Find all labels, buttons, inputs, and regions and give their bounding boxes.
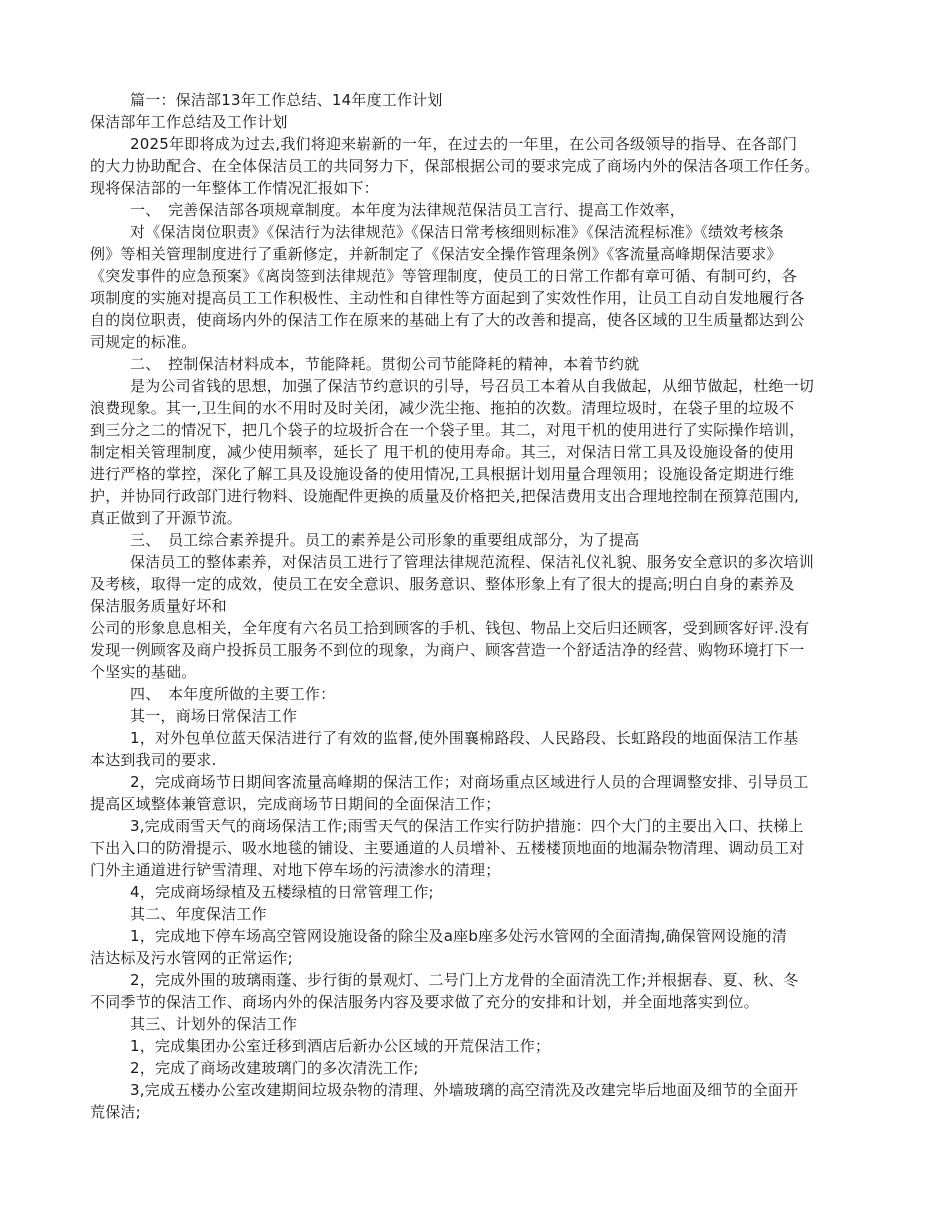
paragraph-line: 项制度的实施对提高员工工作积极性、主动性和自律性等方面起到了实效性作用，让员工自动自发地履行各 <box>90 289 805 307</box>
paragraph-line: 及考核，取得一定的成效，使员工在安全意识、服务意识、整体形象上有了很大的提高;明白自身的素养及 <box>90 575 795 593</box>
paragraph-line: 真正做到了开源节流。 <box>90 509 243 527</box>
paragraph-line: 2，完成了商场改建玻璃门的多次清洗工作; <box>130 1059 419 1077</box>
paragraph-line: 是为公司省钱的思想，加强了保洁节约意识的引导，号召员工本着从自我做起，从细节做起，杜绝一切 <box>130 377 815 395</box>
paragraph-line: 制定相关管理制度，减少使用频率，延长了 甩干机的使用寿命。其三，对保洁日常工具及设施设备的使用 <box>90 443 795 461</box>
paragraph-line: 的大力协助配合、在全体保洁员工的共同努力下，保部根据公司的要求完成了商场内外的保洁各项工作任务。 <box>90 157 820 175</box>
paragraph-line: 下出入口的防滑提示、吸水地毯的铺设、主要通道的人员增补、五楼楼顶地面的地漏杂物清理、调动员工对 <box>90 839 805 857</box>
paragraph-line: 司规定的标准。 <box>90 333 197 351</box>
paragraph-line: 《突发事件的应急预案》《离岗签到法律规范》等管理制度，使员工的日常工作都有章可循、有制可约，各 <box>90 267 797 285</box>
paragraph-line: 自的岗位职责，使商场内外的保洁工作在原来的基础上有了大的改善和提高，使各区域的卫生质量都达到公 <box>90 311 805 329</box>
paragraph-line: 对《保洁岗位职责》《保洁行为法律规范》《保洁日常考核细则标准》《保洁流程标准》《绩效考核条 <box>130 223 785 241</box>
paragraph-line: 1，对外包单位蓝天保洁进行了有效的监督,使外围襄棉路段、人民路段、长虹路段的地面保洁工作基 <box>130 729 799 747</box>
subsection-heading: 其三、计划外的保洁工作 <box>130 1015 298 1033</box>
paragraph-line: 护，并协同行政部门进行物料、设施配件更换的质量及价格把关,把保洁费用支出合理地控制在预算范围内, <box>90 487 800 505</box>
paragraph-line: 本达到我司的要求. <box>90 751 217 769</box>
paragraph-line: 门外主通道进行铲雪清理、对地下停车场的污渍渗水的清理； <box>90 861 501 879</box>
section-heading: 三、 员工综合素养提升。员工的素养是公司形象的重要组成部分，为了提高 <box>130 531 640 549</box>
document-title: 篇一：保洁部13年工作总结、14年度工作计划 <box>130 91 443 109</box>
paragraph-line: 1，完成集团办公室迁移到酒店后新办公区域的开荒保洁工作； <box>130 1037 551 1055</box>
paragraph-line: 例》等相关管理制度进行了重新修定，并新制定了《保洁安全操作管理条例》《客流量高峰期保洁要求》 <box>90 245 782 263</box>
paragraph-line: 公司的形象息息相关，全年度有六名员工拾到顾客的手机、钱包、物品上交后归还顾客，受到顾客好评.没有 <box>90 619 810 637</box>
document-subtitle: 保洁部年工作总结及工作计划 <box>90 113 288 131</box>
paragraph-line: 到三分之二的情况下，把几个袋子的垃圾折合在一个袋子里。其二，对甩干机的使用进行了实际操作培训， <box>90 421 805 439</box>
paragraph-line: 2，完成商场节日期间客流量高峰期的保洁工作；对商场重点区域进行人员的合理调整安排、引导员工 <box>130 773 809 791</box>
section-heading: 二、 控制保洁材料成本，节能降耗。贯彻公司节能降耗的精神，本着节约就 <box>130 355 640 373</box>
paragraph-line: 3,完成雨雪天气的商场保洁工作;雨雪天气的保洁工作实行防护措施：四个大门的主要出入口、扶梯上 <box>130 817 804 835</box>
paragraph-line: 2，完成外围的玻璃雨蓬、步行街的景观灯、二号门上方龙骨的全面清洗工作;并根据春、夏、秋、冬 <box>130 971 799 989</box>
subsection-heading: 其二、年度保洁工作 <box>130 905 267 923</box>
section-heading: 一、 完善保洁部各项规章制度。本年度为法律规范保洁员工言行、提高工作效率， <box>130 201 685 219</box>
paragraph-line: 保洁员工的整体素养，对保洁员工进行了管理法律规范流程、保洁礼仪礼貌、服务安全意识的多次培训 <box>130 553 815 571</box>
paragraph-line: 4，完成商场绿植及五楼绿植的日常管理工作; <box>130 883 434 901</box>
paragraph-line: 进行严格的掌控，深化了解工具及设施设备的使用情况,工具根据计划用量合理领用；设施设备定期进行维 <box>90 465 795 483</box>
paragraph-line: 发现一例顾客及商户投拆员工服务不到位的现象，为商户、顾客营造一个舒适洁净的经营、购物环境打下一 <box>90 641 805 659</box>
paragraph-line: 不同季节的保洁工作、商场内外的保洁服务内容及要求做了充分的安排和计划，并全面地落实到位。 <box>90 993 759 1011</box>
paragraph-line: 2025年即将成为过去,我们将迎来崭新的一年，在过去的一年里，在公司各级领导的指导、在各部门 <box>130 135 798 153</box>
paragraph-line: 洁达标及污水管网的正常运作; <box>90 949 293 967</box>
paragraph-line: 个坚实的基础。 <box>90 663 197 681</box>
paragraph-line: 荒保洁; <box>90 1103 141 1121</box>
paragraph-line: 3,完成五楼办公室改建期间垃圾杂物的清理、外墙玻璃的高空清洗及改建完毕后地面及细节的全面开 <box>130 1081 799 1099</box>
paragraph-line: 1，完成地下停车场高空管网设施设备的除尘及a座b座多处污水管网的全面清掏,确保管网设施的清 <box>130 927 788 945</box>
paragraph-line: 现将保洁部的一年整体工作情况汇报如下： <box>90 179 379 197</box>
paragraph-line: 浪费现象。其一,卫生间的水不用时及时关闭，减少洗尘拖、拖拍的次数。清理垃圾时，在袋子里的垃圾不 <box>90 399 795 417</box>
paragraph-line: 保洁服务质量好坏和 <box>90 597 227 615</box>
subsection-heading: 其一，商场日常保洁工作 <box>130 707 298 725</box>
section-heading: 四、 本年度所做的主要工作： <box>130 685 336 703</box>
paragraph-line: 提高区域整体兼管意识，完成商场节日期间的全面保洁工作； <box>90 795 501 813</box>
